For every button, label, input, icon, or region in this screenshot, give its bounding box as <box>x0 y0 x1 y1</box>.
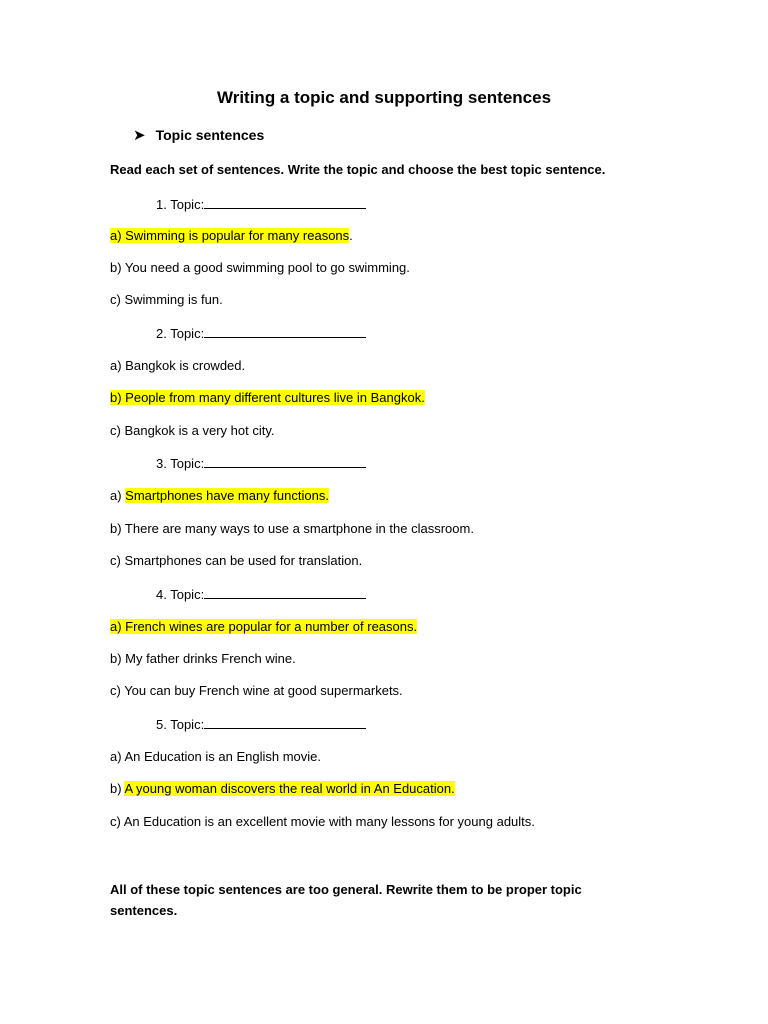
topic-answer-blank[interactable] <box>204 196 366 209</box>
option-5b <box>110 781 455 796</box>
option-2b <box>110 390 425 405</box>
arrowhead-bullet-icon: ➤ <box>133 126 146 144</box>
option-text: b) My father drinks French wine. <box>110 651 296 666</box>
option-1c <box>110 292 223 307</box>
option-2c <box>110 423 275 438</box>
option-4b <box>110 651 296 666</box>
topic-answer-blank[interactable] <box>204 716 366 729</box>
option-3a <box>110 488 329 503</box>
instructions: Read each set of sentences. Write the topic and choose the best topic sentence. <box>110 162 606 177</box>
topic-3 <box>156 455 366 471</box>
option-4a <box>110 619 417 634</box>
option-text-suffix: . <box>349 228 353 243</box>
option-text: c) Bangkok is a very hot city. <box>110 423 275 438</box>
highlighted-text: a) Swimming is popular for many reasons <box>110 228 350 243</box>
section-heading <box>133 127 264 143</box>
option-text: a) <box>110 488 126 503</box>
topic-4 <box>156 586 366 602</box>
option-text: c) An Education is an excellent movie with many lessons for young adults. <box>110 814 535 829</box>
option-3c <box>110 553 362 568</box>
option-text: c) Smartphones can be used for translation. <box>110 553 363 568</box>
option-5a <box>110 749 321 764</box>
highlighted-text: b) People from many different cultures live in Bangkok. <box>110 390 425 405</box>
topic-answer-blank[interactable] <box>204 325 366 338</box>
topic-1 <box>156 196 366 212</box>
topic-answer-blank[interactable] <box>204 586 366 599</box>
topic-answer-blank[interactable] <box>204 455 366 468</box>
option-5c <box>110 814 535 829</box>
topic-2 <box>156 325 366 341</box>
page-title: Writing a topic and supporting sentences <box>216 88 552 107</box>
option-text: b) There are many ways to use a smartphone in the classroom. <box>110 521 474 536</box>
option-text: a) Bangkok is crowded. <box>110 358 246 373</box>
highlighted-text: A young woman discovers the real world in An Education. <box>124 781 455 796</box>
topic-label: 1. Topic: <box>156 197 205 212</box>
topic-label: 5. Topic: <box>156 717 205 732</box>
section-heading-label: Topic sentences <box>155 127 265 143</box>
option-text: b) <box>110 781 125 796</box>
topic-label: 2. Topic: <box>156 326 205 341</box>
option-1a <box>110 228 353 243</box>
closing-instruction: All of these topic sentences are too general. Rewrite them to be proper topic sentences. <box>110 882 582 918</box>
option-text: c) You can buy French wine at good supermarkets. <box>110 683 403 698</box>
topic-label: 3. Topic: <box>156 456 205 471</box>
option-text: c) Swimming is fun. <box>110 292 223 307</box>
option-1b <box>110 260 410 275</box>
option-4c <box>110 683 403 698</box>
highlighted-text: a) French wines are popular for a number of reasons. <box>110 619 418 634</box>
option-2a <box>110 358 245 373</box>
topic-label: 4. Topic: <box>156 587 205 602</box>
option-3b <box>110 521 474 536</box>
highlighted-text: Smartphones have many functions. <box>125 488 329 503</box>
option-text: b) You need a good swimming pool to go swimming. <box>110 260 410 275</box>
option-text: a) An Education is an English movie. <box>110 749 322 764</box>
topic-5 <box>156 716 366 732</box>
